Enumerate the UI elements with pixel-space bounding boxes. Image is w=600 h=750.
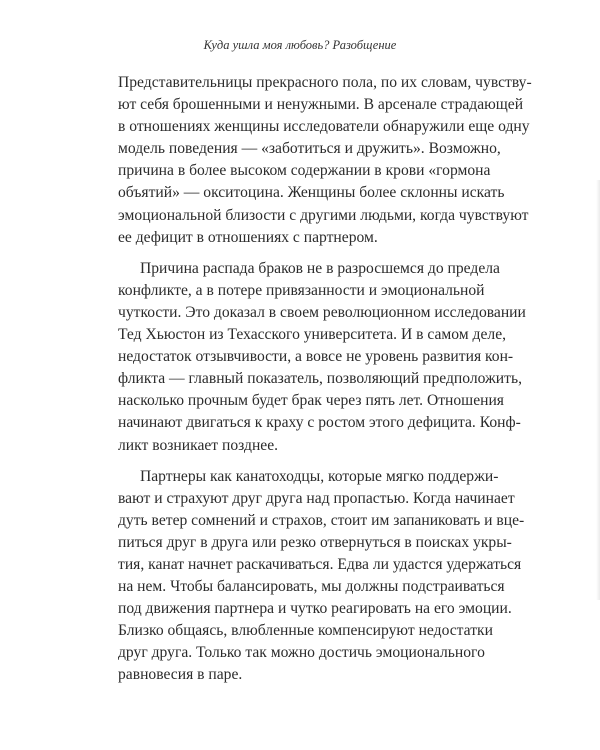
body-text — [118, 72, 532, 687]
text-line: конфликте, а в потере привязанности и эмоциональной — [118, 281, 485, 299]
text-line: Тед Хьюстон из Техасского университета. И в самом деле, — [118, 326, 507, 344]
text-line: насколько прочным будет брак через пять лет. Отношения — [118, 392, 504, 410]
text-line: питься друг в друга или резко отвернуться в поисках укры- — [118, 533, 512, 551]
text-line: объятий» — окситоцина. Женщины более склонны искать — [118, 184, 505, 202]
running-header: Куда ушла моя любовь? Разобщение — [203, 38, 397, 52]
paragraph-spacing — [118, 457, 484, 466]
text-line: вают и страхуют друг друга над пропастью. Когда начинает — [118, 489, 515, 507]
text-line: начинают двигаться к краху с ростом этого дефицита. Конф- — [118, 414, 521, 432]
text-line: недостаток отзывчивости, а вовсе не уровень развития кон- — [118, 348, 514, 366]
text-line: эмоциональной близости с другими людьми, когда чувствуют — [118, 206, 529, 224]
text-line: Близко общаясь, влюбленные компенсируют недостатки — [118, 622, 493, 640]
text-line: на нем. Чтобы балансировать, мы должны подстраиваться — [118, 578, 505, 596]
text-line: причина в более высоком содержании в крови «гормона — [118, 162, 491, 180]
text-line: ее дефицит в отношениях с партнером. — [118, 228, 378, 246]
page-edge-shadow — [596, 180, 600, 600]
text-line: чуткости. Это доказал в своем революционном исследовании — [118, 303, 526, 321]
text-line: тия, канат начнет раскачиваться. Едва ли удастся удержаться — [118, 555, 522, 573]
paragraph-2 — [118, 258, 526, 457]
text-line: Партнеры как канатоходцы, которые мягко поддержи- — [140, 467, 499, 485]
paragraph-1 — [118, 72, 532, 249]
text-line: в отношениях женщины исследователи обнаружили еще одну — [118, 118, 530, 136]
text-line: ликт возникает позднее. — [118, 436, 279, 454]
text-line: Причина распада браков не в разросшемся до предела — [140, 259, 500, 277]
text-line: равновесия в паре. — [118, 666, 243, 684]
text-line: друг друга. Только так можно достичь эмоционального — [118, 644, 485, 662]
text-line: ют себя брошенными и ненужными. В арсенале страдающей — [118, 96, 524, 114]
text-line: дуть ветер сомнений и страхов, стоит им запаниковать и вце- — [118, 511, 525, 529]
text-line: под движения партнера и чутко реагировать на его эмоции. — [118, 600, 512, 618]
paragraph-spacing — [118, 249, 484, 258]
text-line: фликта — главный показатель, позволяющий предположить, — [118, 370, 522, 388]
text-line: Представительницы прекрасного пола, по их словам, чувству- — [118, 74, 532, 91]
text-line: модель поведения — «заботиться и дружить». Возможно, — [118, 140, 501, 158]
paragraph-3 — [118, 466, 525, 687]
